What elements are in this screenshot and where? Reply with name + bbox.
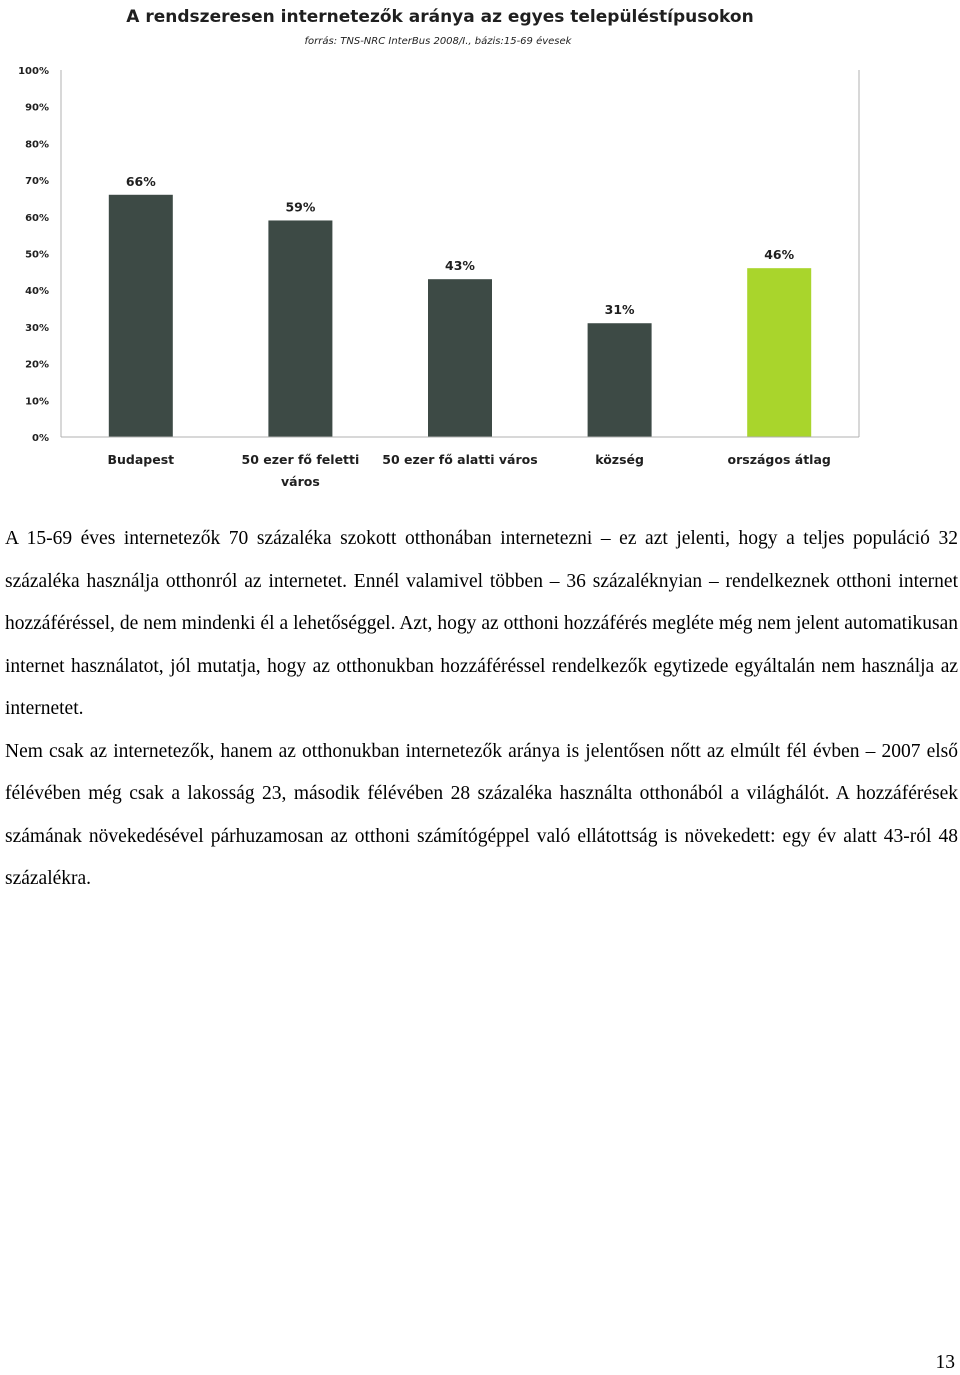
category-label: 50 ezer fő feletti <box>241 452 360 467</box>
paragraph-2: Nem csak az internetezők, hanem az otthonukban internetezők aránya is jelentősen nőtt az elmúlt fél évben – 2007 első félévében még csak a lakosság 23, második félévében 28 százaléka használta otthonából a világhálót. A hozzáférések számának növekedésével párhuzamosan az otthoni számítógéppel való ellátottság is növekedett: egy év alatt 43-ról 48 százalékra. <box>5 740 958 889</box>
category-label: országos átlag <box>727 452 831 467</box>
bar-value-label: 43% <box>445 258 475 274</box>
y-tick-label: 100% <box>18 66 49 77</box>
paragraph-1: A 15-69 éves internetezők 70 százaléka szokott otthonában internetezni – ez azt jelenti, hogy a teljes populáció 32 százaléka használja otthonról az internetet. Ennél valamivel többen – 36 százaléknyian – rendelkeznek otthoni internet hozzáféréssel, de nem mindenki él a lehetőséggel. Azt, hogy az otthoni hozzáférés megléte még nem jelent automatikusan internet használatot, jól mutatja, hogy az otthonukban hozzáféréssel rendelkezők egytizede egyáltalán nem használja az internetet. <box>5 528 958 719</box>
bar <box>428 279 492 437</box>
y-tick-label: 60% <box>25 212 49 224</box>
y-tick-label: 90% <box>25 102 49 114</box>
y-tick-label: 50% <box>25 249 49 261</box>
bar <box>747 268 811 437</box>
y-axis-ticks <box>18 66 49 444</box>
bars <box>109 195 811 437</box>
bar-value-label: 31% <box>604 302 635 318</box>
bar-chart <box>0 0 960 500</box>
bar <box>268 220 332 437</box>
category-label: város <box>281 474 320 489</box>
category-label: 50 ezer fő alatti város <box>382 452 538 467</box>
y-tick-label: 30% <box>25 322 49 334</box>
y-tick-label: 20% <box>25 359 49 371</box>
bar-value-label: 46% <box>764 247 795 263</box>
body-text <box>5 518 958 901</box>
y-tick-label: 10% <box>25 396 49 408</box>
y-tick-label: 40% <box>25 286 49 298</box>
y-tick-label: 0% <box>32 433 49 444</box>
y-tick-label: 70% <box>25 176 49 188</box>
bar-value-label: 66% <box>125 173 156 189</box>
category-label: Budapest <box>107 452 175 467</box>
page-number: 13 <box>935 1352 955 1373</box>
chart-svg <box>0 0 960 500</box>
category-labels <box>107 452 830 489</box>
y-tick-label: 80% <box>25 139 49 151</box>
chart-title: A rendszeresen internetezők aránya az egyes településtípusokon <box>126 7 754 27</box>
bar-value-label: 59% <box>285 199 316 215</box>
category-label: község <box>595 452 644 467</box>
bar <box>588 323 652 437</box>
chart-subtitle: forrás: TNS-NRC InterBus 2008/I., bázis:15-69 évesek <box>304 36 572 47</box>
bar <box>109 195 173 437</box>
